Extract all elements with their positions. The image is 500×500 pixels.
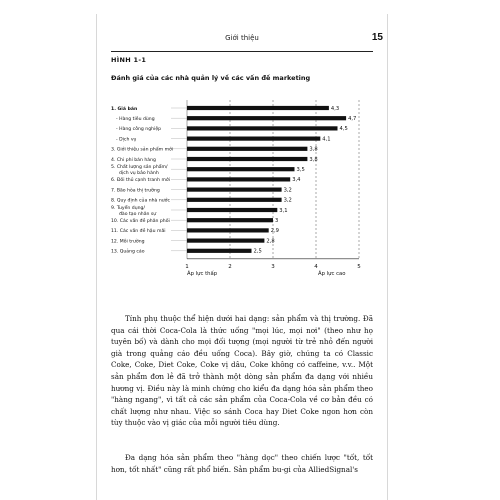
data-label: 2,9 <box>270 228 279 235</box>
x-tick-label: 2 <box>228 263 232 270</box>
data-label: 4,1 <box>322 136 331 143</box>
category-label: 6. Đối thủ cạnh tranh mới <box>111 178 171 184</box>
category-label: 13. Quảng cáo <box>111 249 145 255</box>
x-tick-label: 3 <box>271 263 275 270</box>
data-label: 3,8 <box>309 146 318 153</box>
data-label: 2,5 <box>253 248 262 255</box>
bar <box>187 188 282 192</box>
bar <box>187 167 295 171</box>
category-label: 9. Tuyển dụng/ <box>111 206 145 211</box>
category-label: 11. Các vấn đề hậu mãi <box>111 229 166 235</box>
paragraph-text: Đa dạng hóa sản phẩm theo "hàng dọc" theo chiến lược "tốt, tốt hơn, tốt nhất" cũng rất phổ biến. Sản phẩm bu-gi của AlliedSignal's <box>111 453 373 474</box>
bar <box>187 147 307 151</box>
category-label: 10. Các vấn đề phân phối <box>111 219 170 224</box>
bar <box>187 137 320 141</box>
data-label: 3,8 <box>309 156 318 163</box>
category-label: - Dịch vụ <box>116 137 137 143</box>
figure-title: Đánh giá của các nhà quản lý về các vấn đề marketing <box>111 74 311 82</box>
body-paragraph-1 <box>111 313 373 429</box>
bar <box>187 106 329 110</box>
body-paragraph-2 <box>111 452 373 475</box>
running-head: Giới thiệu <box>225 34 259 42</box>
category-label: 4. Chi phí bán hàng <box>111 157 156 163</box>
bar <box>187 198 282 202</box>
data-label: 3 <box>275 218 279 224</box>
category-label: đào tạo nhân sự <box>119 212 157 217</box>
bar <box>187 218 273 222</box>
category-label: 1. Giá bán <box>111 106 138 112</box>
data-label: 3,2 <box>283 187 292 194</box>
bar <box>187 249 252 253</box>
data-label: 4,3 <box>330 105 340 112</box>
x-tick-label: 4 <box>314 263 318 270</box>
bar-chart <box>97 14 387 304</box>
bar <box>187 116 346 120</box>
book-page <box>96 14 388 500</box>
category-label: 12. Môi trường <box>111 239 145 245</box>
bar <box>187 228 269 232</box>
bar <box>187 239 264 243</box>
page-number: 15 <box>371 32 383 43</box>
x-axis-note-low: Áp lực thấp <box>187 270 218 277</box>
data-label: 3,1 <box>279 207 288 214</box>
category-label: 5. Chất lượng sản phẩm/ <box>111 165 168 171</box>
category-label: - Hàng tiêu dùng <box>116 117 155 122</box>
category-label: - Hàng công nghiệp <box>116 127 162 133</box>
category-label: dịch vụ bảo hành <box>119 171 159 177</box>
bar <box>187 126 338 130</box>
bar <box>187 208 277 212</box>
data-label: 2,8 <box>266 238 275 245</box>
bar <box>187 157 307 161</box>
x-tick-label: 5 <box>357 263 361 270</box>
category-label: 3. Giới thiệu sản phẩm mới <box>111 147 174 153</box>
category-label: 7. Bão hòa thị trường <box>111 188 160 194</box>
data-label: 4,7 <box>348 116 357 122</box>
figure-label: HÌNH 1-1 <box>111 56 147 64</box>
data-label: 3,4 <box>292 177 301 184</box>
x-tick-label: 1 <box>185 263 189 270</box>
data-label: 3,2 <box>283 197 292 204</box>
data-label: 3,5 <box>296 167 305 173</box>
bar <box>187 177 290 181</box>
x-axis-note-high: Áp lực cao <box>318 270 346 277</box>
category-label: 8. Quy định của nhà nước <box>111 198 170 204</box>
data-label: 4,5 <box>339 126 348 133</box>
paragraph-text: Tính phụ thuộc thể hiện dưới hai dạng: sản phẩm và thị trường. Đã qua cái thời Coca-Cola là thức uống "mọi lúc, mọi nơi" (theo như họ tuyên bố) và dành cho mọi đối tượng (mọi người từ trẻ nhỏ đến người già trong quảng cáo đều uống Coca). Bây giờ, chúng ta có Classic Coke, Coke, Diet Coke, Coke vị dâu, Coke không có caffeine, v.v.. Một sản phẩm đơn lẻ đã trở thành một dòng sản phẩm đa dạng với nhiều hương vị. Điều này là minh chứng cho kiểu đa dạng hóa sản phẩm theo "hàng ngang", vì tất cả các sản phẩm của Coca-Cola về cơ bản đều có chất lượng như nhau. Việc so sánh Coca hay Diet Coke ngon hơn còn tùy thuộc vào vị giác của mỗi người tiêu dùng. <box>111 314 373 428</box>
